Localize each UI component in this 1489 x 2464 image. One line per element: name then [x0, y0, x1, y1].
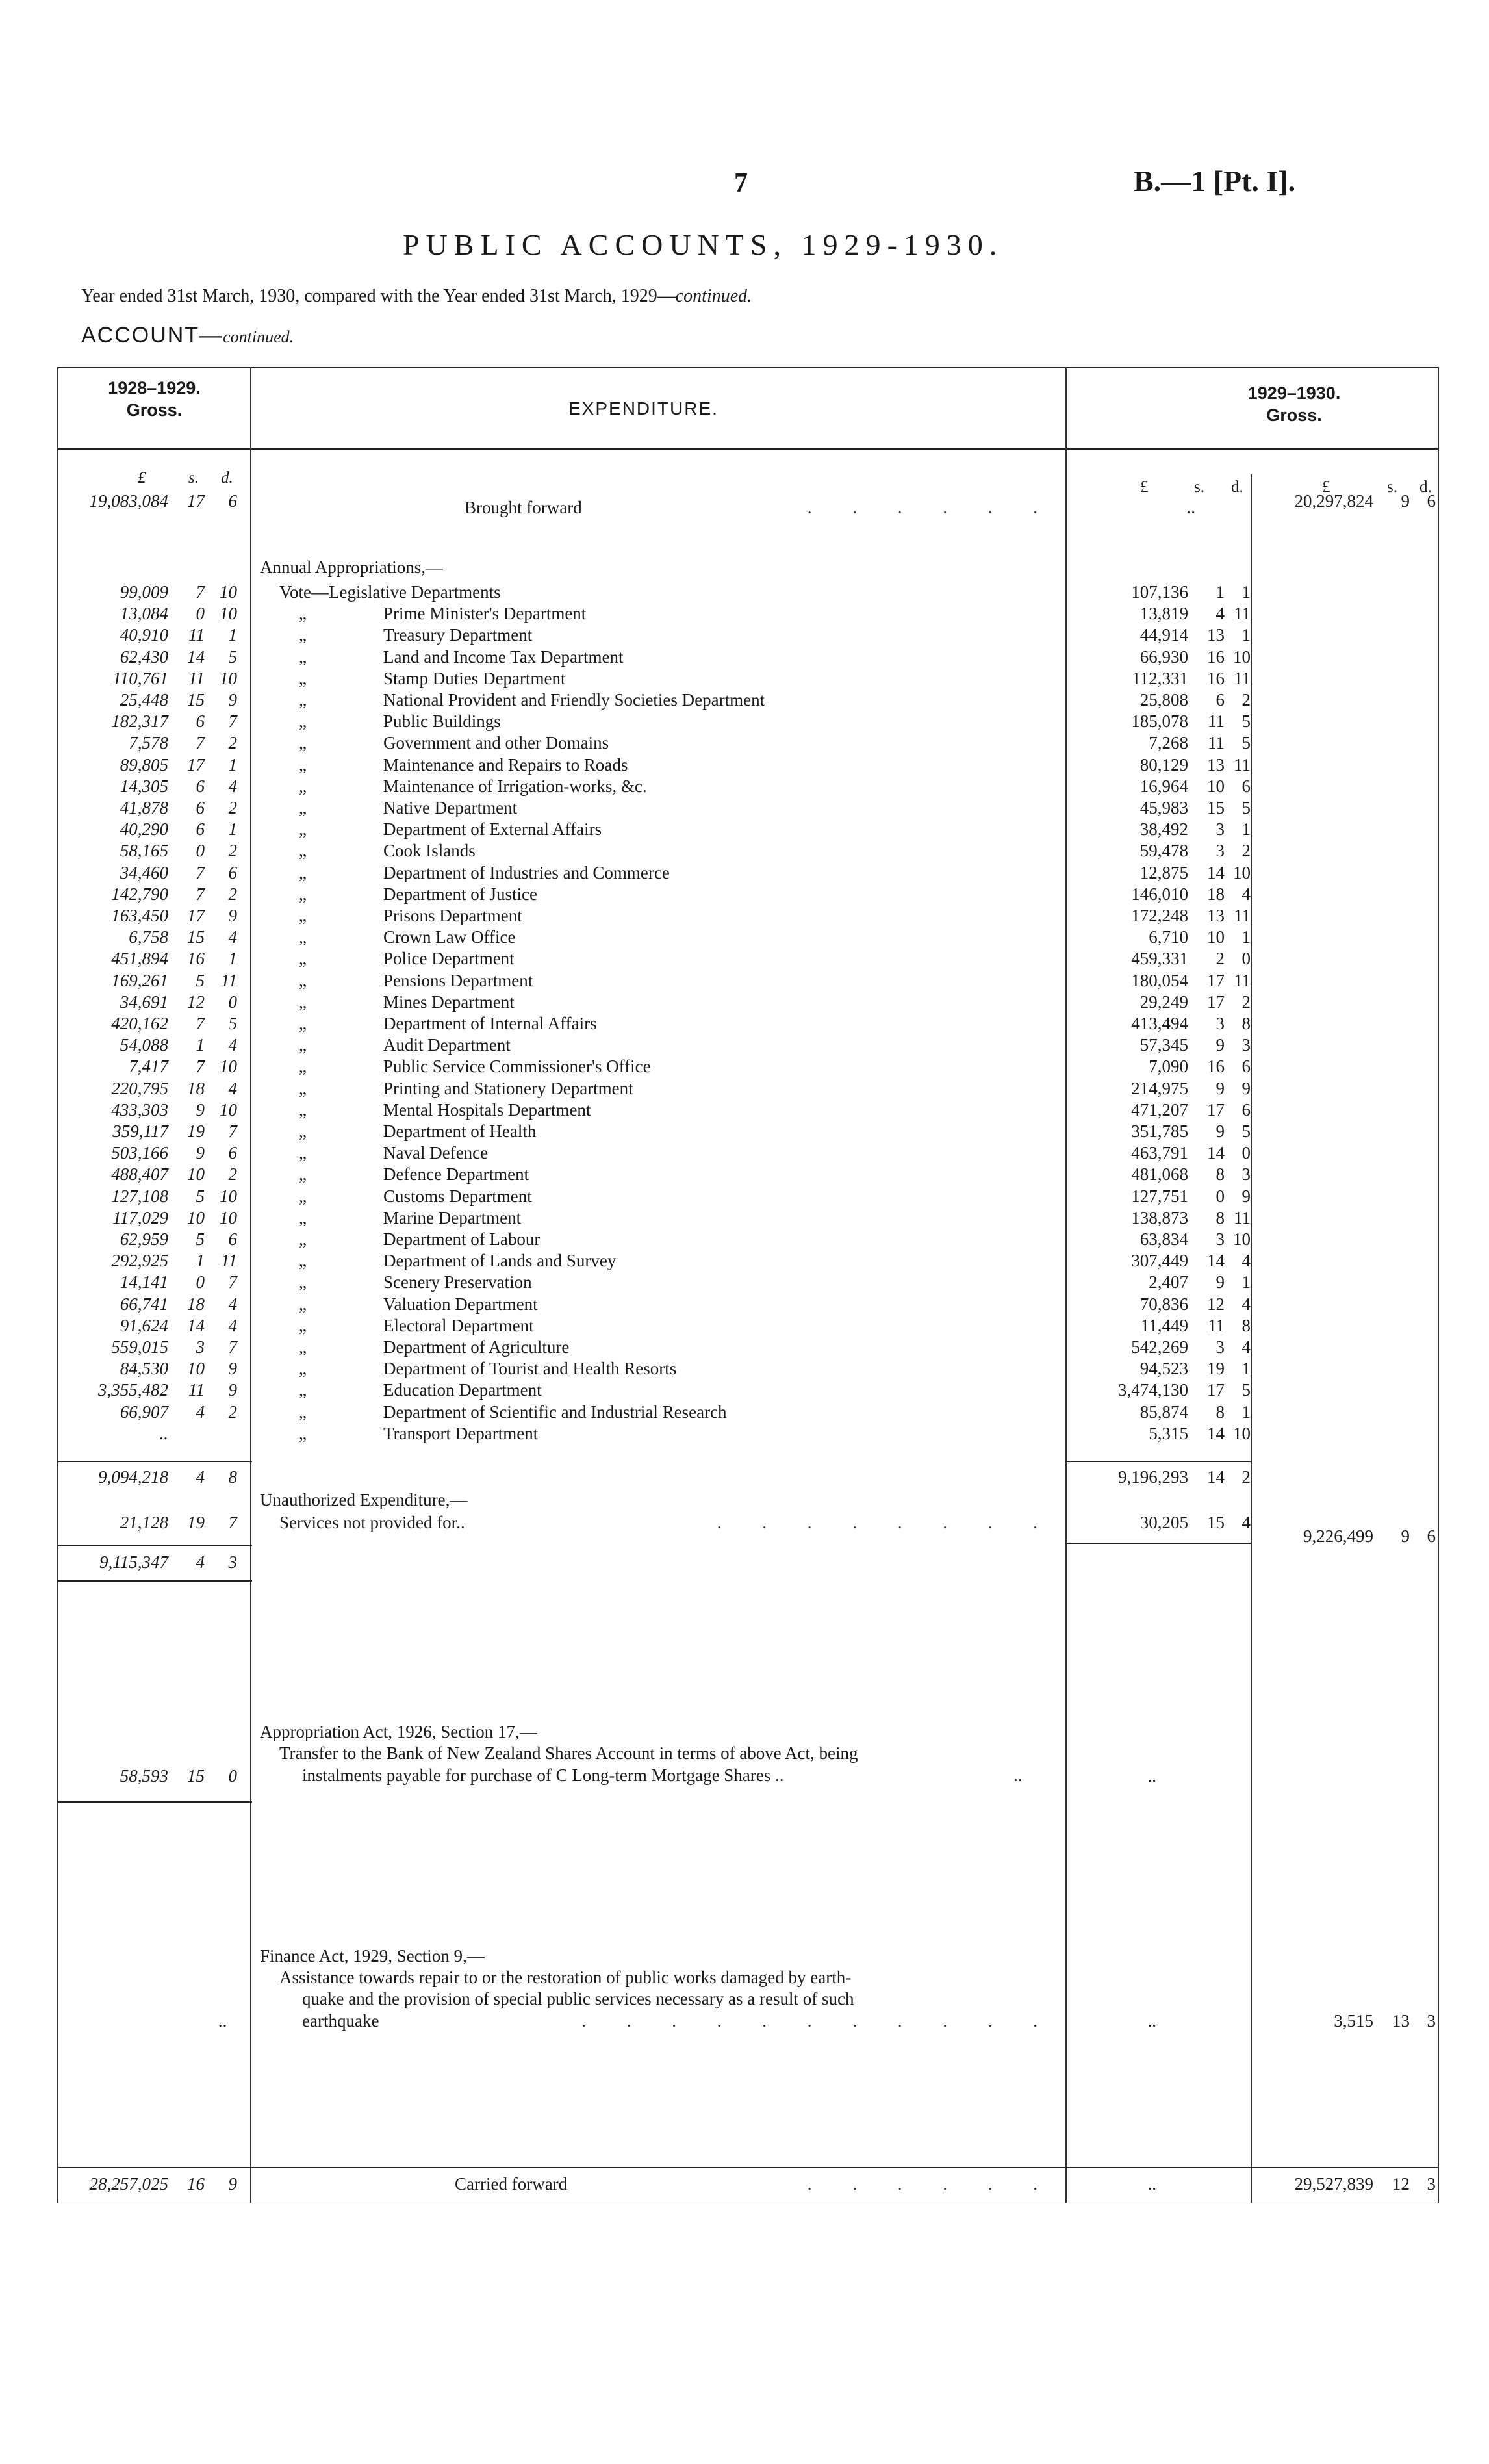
vote-prefix: „: [299, 668, 307, 688]
carried-forward-label: Carried forward: [455, 2174, 568, 2194]
cur-amount: 127,751 0 9: [1131, 1186, 1251, 1206]
cur-amount: 459,331 2 0: [1131, 949, 1251, 969]
prev-amount: 9,094,218 4 8: [98, 1467, 237, 1487]
vote-name: Government and other Domains: [383, 733, 609, 753]
vote-prefix: „: [299, 1014, 307, 1033]
cur-amount: 351,785 9 5: [1131, 1122, 1251, 1141]
vote-description: [260, 711, 1052, 732]
prev-amount: 503,166 9 6: [111, 1143, 237, 1163]
annual-appropriations-heading: Annual Appropriations,—: [260, 558, 443, 577]
expenditure-header: EXPENDITURE.: [568, 398, 719, 418]
account-italic: continued.: [223, 327, 294, 346]
prev-amount: 84,530 10 9: [120, 1359, 237, 1379]
vote-description: [260, 797, 1052, 819]
section-total-rule-prev: [57, 1545, 252, 1546]
cur-amount: 146,010 18 4: [1131, 884, 1251, 904]
vote-description: [260, 1034, 1052, 1056]
cur-amount: 80,129 13 11: [1139, 754, 1251, 775]
vote-description: [260, 1423, 1052, 1444]
cur-amount: 30,205 15 4: [1139, 1513, 1251, 1532]
prev-amount: 559,015 3 7: [111, 1337, 237, 1357]
vote-description: [260, 1056, 1052, 1077]
vote-description: [260, 1315, 1052, 1337]
vote-name: Land and Income Tax Department: [383, 647, 624, 667]
cur-amount: 94,523 19 1: [1139, 1359, 1251, 1379]
vote-description: [260, 582, 1052, 603]
vote-name: Police Department: [383, 949, 515, 969]
subtitle: [81, 286, 752, 307]
vote-name: Stamp Duties Department: [383, 668, 566, 688]
vote-name: Pensions Department: [383, 970, 533, 990]
vote-prefix: „: [299, 798, 307, 817]
finance-act-line1: Assistance towards repair to or the restoration of public works damaged by earth-: [279, 1968, 852, 1987]
prev-amount: 9,115,347 4 3: [99, 1552, 237, 1572]
vote-name: Native Department: [383, 798, 518, 817]
subtitle-main: Year ended 31st March, 1930, compared with the Year ended 31st March, 1929—: [81, 286, 676, 306]
vote-prefix: „: [299, 841, 307, 861]
prev-amount: 62,959 5 6: [120, 1229, 237, 1249]
vote-name: Department of Justice: [383, 884, 537, 904]
cur-pound-label: £: [1140, 478, 1149, 496]
vote-prefix: „: [299, 712, 307, 732]
total-pound-label: £: [1322, 478, 1330, 496]
vote-name: Defence Department: [383, 1164, 529, 1185]
cur-gross-label: Gross.: [1266, 405, 1322, 425]
cur-amount: 25,808 6 2: [1139, 690, 1251, 710]
vote-name: Audit Department: [383, 1035, 511, 1055]
vote-name: Prisons Department: [383, 906, 522, 925]
vote-prefix: „: [299, 1099, 307, 1120]
vote-description: [260, 1272, 1052, 1293]
cur-amount: 413,494 3 8: [1131, 1014, 1251, 1033]
total-amount: 29,527,839 12 3: [1294, 2174, 1436, 2194]
cur-amount: 214,975 9 9: [1131, 1078, 1251, 1098]
cur-amount: 63,834 3 10: [1139, 1229, 1251, 1249]
vote-description: [260, 1380, 1052, 1401]
vote-prefix: „: [299, 604, 307, 624]
prev-amount: 25,448 15 9: [120, 690, 237, 710]
cur-amount: 112,331 16 11: [1132, 668, 1251, 688]
cur-amount: 13,819 4 11: [1139, 604, 1251, 624]
vote-name: Electoral Department: [383, 1315, 534, 1335]
finance-act-line3: earthquake: [302, 2011, 379, 2031]
prev-amount: 3,355,482 11 9: [98, 1380, 237, 1400]
vote-description: [260, 689, 1052, 711]
column-divider-prev: [250, 367, 251, 2203]
header-bottom-rule: [57, 448, 1438, 450]
table-top-rule: [57, 367, 1438, 368]
cur-amount: 6,710 10 1: [1149, 927, 1251, 947]
vote-name: Maintenance and Repairs to Roads: [383, 754, 628, 775]
cur-amount: 44,914 13 1: [1139, 625, 1251, 645]
vote-prefix: „: [299, 1207, 307, 1227]
cur-amount: 45,983 15 5: [1139, 798, 1251, 817]
vote-name: Maintenance of Irrigation-works, &c.: [383, 776, 647, 796]
section-bottom-rule-prev: [57, 1580, 252, 1582]
account-label: [81, 323, 294, 348]
cur-amount: 481,068 8 3: [1131, 1164, 1251, 1185]
prev-pound-label: £: [138, 469, 146, 487]
prev-amount: 488,407 10 2: [111, 1164, 237, 1185]
vote-name: Transport Department: [383, 1423, 539, 1443]
carried-forward-rule: [57, 2167, 1438, 2168]
prev-amount: 451,894 16 1: [111, 949, 237, 969]
vote-name: Department of Industries and Commerce: [383, 862, 670, 882]
vote-name: Public Buildings: [383, 712, 501, 732]
prev-amount: 7,578 7 2: [129, 733, 237, 753]
cur-amount: 463,791 14 0: [1131, 1143, 1251, 1163]
prev-amount: 66,741 18 4: [120, 1294, 237, 1314]
prev-amount: 21,128 19 7: [120, 1513, 237, 1532]
vote-prefix: „: [299, 647, 307, 667]
prev-amount: 220,795 18 4: [111, 1078, 237, 1098]
prev-amount: 62,430 14 5: [120, 647, 237, 667]
cur-amount: 38,492 3 1: [1139, 819, 1251, 840]
vote-description: [260, 1099, 1052, 1121]
vote-name: Scenery Preservation: [383, 1272, 532, 1292]
total-amount: 20,297,824 9 6: [1294, 491, 1436, 511]
cur-shilling-label: s.: [1194, 478, 1204, 496]
unauthorized-label: Services not provided for..: [279, 1513, 465, 1532]
vote-name: Customs Department: [383, 1186, 532, 1206]
cur-amount: 307,449 14 4: [1131, 1251, 1251, 1271]
vote-prefix: „: [299, 1229, 307, 1249]
vote-name: National Provident and Friendly Societies Department: [383, 690, 765, 710]
prev-amount: 58,165 0 2: [120, 841, 237, 861]
cur-amount: 3,474,130 17 5: [1118, 1380, 1251, 1400]
cur-amount: 85,874 8 1: [1139, 1402, 1251, 1422]
prev-amount: 292,925 1 11: [111, 1251, 237, 1271]
prev-amount: 433,303 9 10: [111, 1099, 237, 1120]
cur-amount: 542,269 3 4: [1131, 1337, 1251, 1357]
vote-prefix: „: [299, 819, 307, 840]
vote-name: Treasury Department: [383, 625, 533, 645]
prev-amount: 420,162 7 5: [111, 1014, 237, 1033]
vote-name: Naval Defence: [383, 1143, 489, 1163]
vote-prefix: „: [299, 992, 307, 1012]
vote-description: [260, 1358, 1052, 1380]
vote-prefix: „: [299, 1315, 307, 1335]
leader-dots: . . . . . . . . . . .: [581, 2011, 1056, 2031]
prev-amount: 40,290 6 1: [120, 819, 237, 840]
prev-amount: 6,758 15 4: [129, 927, 237, 947]
vote-prefix: „: [299, 733, 307, 753]
vote-description: [260, 862, 1052, 884]
subtitle-italic: continued.: [675, 286, 752, 306]
vote-name: Department of Lands and Survey: [383, 1251, 617, 1271]
prev-amount: 34,460 7 6: [120, 862, 237, 882]
vote-prefix: „: [299, 1294, 307, 1314]
prev-amount: 182,317 6 7: [111, 712, 237, 732]
cur-amount: ..: [1147, 2011, 1156, 2031]
prev-amount: 58,593 15 0: [120, 1766, 237, 1786]
finance-act-heading: Finance Act, 1929, Section 9,—: [260, 1946, 485, 1966]
vote-prefix: „: [299, 1122, 307, 1141]
vote-prefix: „: [299, 1143, 307, 1163]
vote-description: [260, 819, 1052, 840]
cur-amount: ..: [1147, 1766, 1156, 1786]
votes-cur-rule: [1065, 1461, 1251, 1462]
cur-amount: 138,873 8 11: [1131, 1207, 1251, 1227]
prev-amount: 14,305 6 4: [120, 776, 237, 796]
vote-name: Printing and Stationery Department: [383, 1078, 633, 1098]
account-text: ACCOUNT—: [81, 323, 223, 348]
total-shilling-label: s.: [1387, 478, 1397, 496]
cur-amount: 66,930 16 10: [1139, 647, 1251, 667]
vote-prefix: „: [299, 906, 307, 925]
prev-year-label: 1928–1929.: [108, 378, 201, 398]
prev-amount: 66,907 4 2: [120, 1402, 237, 1422]
vote-prefix: „: [299, 1164, 307, 1185]
vote-name: Valuation Department: [383, 1294, 538, 1314]
vote-description: [260, 927, 1052, 948]
vote-description: [260, 840, 1052, 862]
prev-amount: 169,261 5 11: [111, 970, 237, 990]
vote-name: Department of External Affairs: [383, 819, 602, 840]
prev-amount: 54,088 1 4: [120, 1035, 237, 1055]
right-border: [1438, 367, 1439, 2203]
prev-amount: 110,761 11 10: [112, 668, 237, 688]
vote-description: [260, 1186, 1052, 1207]
vote-description: [260, 624, 1052, 646]
vote-name: Cook Islands: [383, 841, 476, 861]
cur-amount: 180,054 17 11: [1131, 970, 1251, 990]
cur-amount: 172,248 13 11: [1131, 906, 1251, 925]
vote-description: [260, 1402, 1052, 1423]
cur-amount: 11,449 11 8: [1140, 1315, 1251, 1335]
cur-amount: 59,478 3 2: [1139, 841, 1251, 861]
finance-act-line2: quake and the provision of special public services necessary as a result of such: [302, 1989, 854, 2008]
vote-prefix: „: [299, 1380, 307, 1400]
vote-description: [260, 1207, 1052, 1229]
vote-name: Department of Health: [383, 1122, 537, 1141]
cur-amount: 107,136 1 1: [1131, 582, 1251, 602]
vote-name: Mental Hospitals Department: [383, 1099, 591, 1120]
prev-amount: 117,029 10 10: [112, 1207, 237, 1227]
cur-amount: 5,315 14 10: [1149, 1423, 1251, 1443]
vote-name: Education Department: [383, 1380, 542, 1400]
votes-subtotal-rule: [57, 1461, 252, 1462]
section-total-rule-cur: [1065, 1543, 1251, 1544]
column-divider-total: [1251, 474, 1252, 2203]
vote-name: Department of Tourist and Health Resorts: [383, 1359, 677, 1379]
cur-amount: 7,268 11 5: [1149, 733, 1251, 753]
cur-year-label: 1929–1930.: [1247, 383, 1341, 403]
prev-year-header: [58, 377, 250, 421]
cur-amount: 29,249 17 2: [1139, 992, 1251, 1012]
prev-amount: 40,910 11 1: [120, 625, 237, 645]
vote-prefix: „: [299, 1423, 307, 1443]
vote-name: Marine Department: [383, 1207, 522, 1227]
vote-prefix: Vote—: [279, 582, 329, 602]
vote-prefix: „: [299, 1251, 307, 1271]
vote-description: [260, 1078, 1052, 1099]
vote-prefix: „: [299, 690, 307, 710]
vote-description: [260, 905, 1052, 927]
vote-description: [260, 1294, 1052, 1315]
vote-name: Department of Labour: [383, 1229, 541, 1249]
cur-amount: 16,964 10 6: [1139, 776, 1251, 796]
total-pence-label: d.: [1419, 478, 1432, 496]
total-amount: 3,515 13 3: [1334, 2011, 1436, 2031]
appropriation-dots: ..: [1013, 1765, 1023, 1785]
vote-prefix: „: [299, 1337, 307, 1357]
page-title: PUBLIC ACCOUNTS, 1929-1930.: [403, 228, 1004, 261]
leader-dots: . . . . . .: [807, 498, 1056, 517]
cur-amount: 2,407 9 1: [1149, 1272, 1251, 1292]
vote-description: [260, 1121, 1052, 1142]
cur-amount: 12,875 14 10: [1139, 862, 1251, 882]
vote-description: [260, 647, 1052, 668]
leader-dots: . . . . . . . .: [717, 1513, 1056, 1532]
prev-pence-label: d.: [221, 469, 233, 487]
cur-amount: 185,078 11 5: [1131, 712, 1251, 732]
vote-description: [260, 668, 1052, 689]
vote-name: Public Service Commissioner's Office: [383, 1057, 651, 1077]
vote-name: Mines Department: [383, 992, 515, 1012]
prev-amount: 28,257,025 16 9: [89, 2174, 237, 2194]
prev-amount: 99,009 7 10: [120, 582, 237, 602]
vote-name: Legislative Departments: [329, 582, 501, 602]
vote-description: [260, 1142, 1052, 1164]
vote-prefix: „: [299, 862, 307, 882]
prev-amount: 127,108 5 10: [111, 1186, 237, 1206]
vote-prefix: „: [299, 1272, 307, 1292]
vote-prefix: „: [299, 927, 307, 947]
vote-prefix: „: [299, 949, 307, 969]
vote-name: Department of Scientific and Industrial Research: [383, 1402, 727, 1422]
brought-forward-label: Brought forward: [465, 498, 582, 517]
prev-amount: 163,450 17 9: [111, 906, 237, 925]
leader-dots: . . . . . .: [807, 2174, 1056, 2194]
prev-amount: 89,805 17 1: [120, 754, 237, 775]
vote-description: [260, 1337, 1052, 1358]
vote-prefix: „: [299, 1078, 307, 1098]
prev-amount: 19,083,084 17 6: [89, 491, 237, 511]
vote-prefix: „: [299, 1402, 307, 1422]
vote-description: [260, 992, 1052, 1013]
cur-amount: 57,345 9 3: [1139, 1035, 1251, 1055]
vote-description: [260, 1013, 1052, 1034]
prev-gross-label: Gross.: [126, 400, 183, 420]
vote-description: [260, 754, 1052, 776]
vote-description: [260, 948, 1052, 969]
prev-amount: ..: [218, 2011, 227, 2031]
appropriation-act-line2: instalments payable for purchase of C Long-term Mortgage Shares ..: [302, 1765, 784, 1785]
cur-year-header: [1197, 382, 1392, 426]
document-reference: B.—1 [Pt. I].: [1134, 164, 1296, 198]
cur-amount: ..: [1186, 498, 1195, 517]
page-number: 7: [734, 168, 748, 198]
appropriation-act-heading: Appropriation Act, 1926, Section 17,—: [260, 1722, 537, 1741]
vote-description: [260, 1229, 1052, 1250]
vote-description: [260, 603, 1052, 624]
cur-amount: 471,207 17 6: [1131, 1099, 1251, 1120]
appropriation-bottom-rule: [57, 1801, 252, 1803]
vote-description: [260, 1164, 1052, 1185]
vote-prefix: „: [299, 1035, 307, 1055]
prev-amount: ..: [159, 1423, 168, 1443]
vote-name: Prime Minister's Department: [383, 604, 587, 624]
unauthorized-heading: Unauthorized Expenditure,—: [260, 1490, 468, 1509]
vote-description: [260, 1250, 1052, 1272]
prev-amount: 359,117 19 7: [112, 1122, 237, 1141]
vote-prefix: „: [299, 1186, 307, 1206]
vote-description: [260, 776, 1052, 797]
prev-amount: 142,790 7 2: [111, 884, 237, 904]
vote-prefix: „: [299, 776, 307, 796]
vote-description: [260, 884, 1052, 905]
prev-amount: 34,691 12 0: [120, 992, 237, 1012]
prev-amount: 13,084 0 10: [120, 604, 237, 624]
vote-prefix: „: [299, 625, 307, 645]
vote-description: [260, 732, 1052, 754]
prev-amount: 7,417 7 10: [129, 1057, 237, 1077]
cur-pence-label: d.: [1231, 478, 1243, 496]
cur-amount: 7,090 16 6: [1149, 1057, 1251, 1077]
appropriation-act-line1: Transfer to the Bank of New Zealand Shares Account in terms of above Act, being: [279, 1743, 858, 1763]
vote-name: Department of Internal Affairs: [383, 1014, 597, 1033]
vote-name: Department of Agriculture: [383, 1337, 570, 1357]
total-amount: 9,226,499 9 6: [1303, 1526, 1436, 1546]
vote-prefix: „: [299, 884, 307, 904]
vote-prefix: „: [299, 1359, 307, 1379]
prev-shilling-label: s.: [188, 469, 199, 487]
prev-amount: 91,624 14 4: [120, 1315, 237, 1335]
vote-prefix: „: [299, 970, 307, 990]
prev-amount: 14,141 0 7: [120, 1272, 237, 1292]
vote-prefix: „: [299, 1057, 307, 1077]
cur-amount: 70,836 12 4: [1139, 1294, 1251, 1314]
vote-name: Crown Law Office: [383, 927, 516, 947]
vote-description: [260, 970, 1052, 992]
cur-amount: ..: [1147, 2174, 1156, 2194]
cur-amount: 9,196,293 14 2: [1118, 1467, 1251, 1487]
prev-amount: 41,878 6 2: [120, 798, 237, 817]
vote-prefix: „: [299, 754, 307, 775]
